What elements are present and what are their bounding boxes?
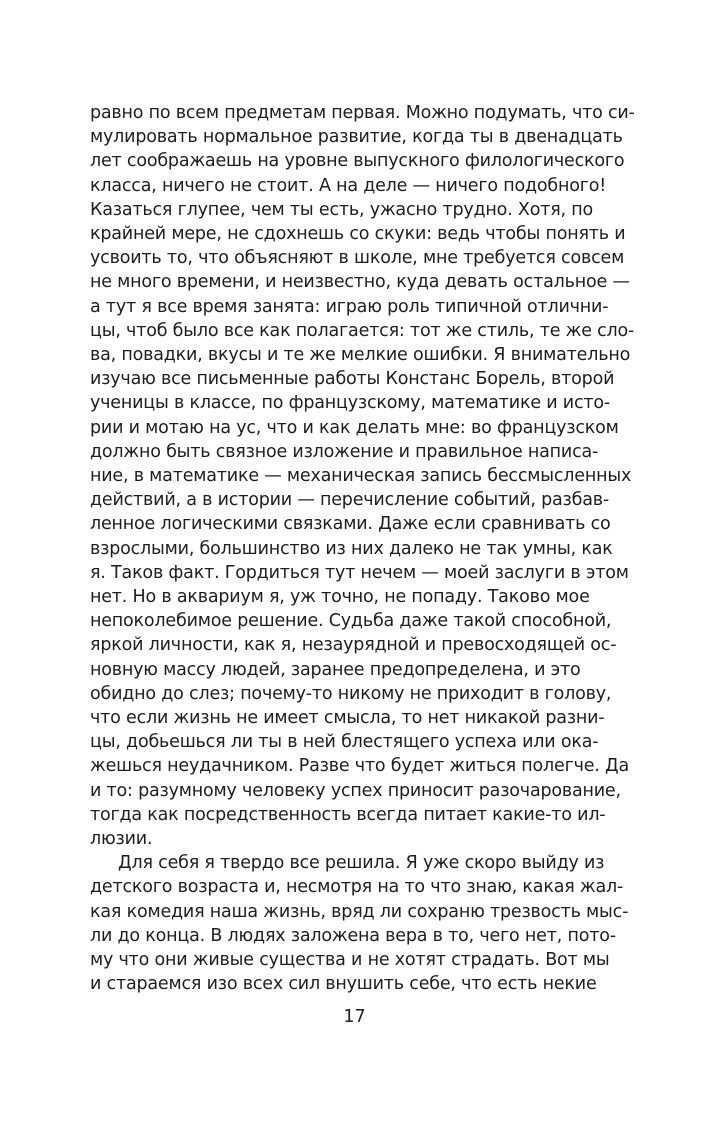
text-line: лет соображаешь на уровне выпускного филологического [90, 151, 625, 172]
text-line: обидно до слез; почему-то никому не приходит в голову, [90, 683, 612, 704]
text-line: новную массу людей, заранее предопределена, и это [90, 659, 581, 680]
text-line: и то: разумному человеку успех приносит разочарование, [90, 780, 621, 801]
text-line: должно быть связное изложение и правильное написа- [90, 441, 599, 462]
text-line: ние, в математике — механическая запись бессмысленных [90, 466, 632, 486]
text-line: цы, добьешься ли ты в ней блестящего успеха или ока- [90, 732, 599, 753]
text-line: яркой личности, как я, незаурядной и превосходящей ос- [90, 635, 617, 656]
text-line: мулировать нормальное развитие, когда ты в двенадцать [90, 127, 623, 148]
text-line: детского возраста и, несмотря на то что знаю, какая жал- [90, 877, 624, 898]
text-line: класса, ничего не стоит. А на деле — ничего подобного! [90, 175, 607, 196]
text-line: действий, а в истории — перечисление событий, разбав- [90, 490, 609, 511]
text-line: взрослыми, большинство из них далеко не так умны, как [90, 538, 613, 559]
text-line: нет. Но в аквариум я, уж точно, не попаду. Таково мое [90, 587, 590, 607]
text-line: изучаю все письменные работы Констанс Борель, второй [90, 369, 615, 390]
text-line: а тут я все время занята: играю роль типичной отлични- [90, 296, 609, 317]
text-line: ученицы в классе, по французскому, математике и исто- [90, 393, 610, 414]
text-line: равно по всем предметам первая. Можно подумать, что си- [90, 103, 635, 123]
text-line: рии и мотаю на ус, что и как делать мне: во французском [90, 417, 619, 438]
text-line: люзии. [90, 829, 153, 849]
text-line: ли до конца. В людях заложена вера в то, чего нет, пото- [90, 925, 616, 946]
text-line: жешься неудачником. Разве что будет житься полегче. Да [90, 756, 629, 777]
text-line: Казаться глупее, чем ты есть, ужасно трудно. Хотя, по [90, 199, 594, 220]
text-line: ва, повадки, вкусы и те же мелкие ошибки. Я внимательно [90, 345, 631, 365]
text-line: Для себя я твердо все решила. Я уже скоро выйду из [118, 853, 605, 874]
text-line: я. Таков факт. Гордиться тут нечем — моей заслуги в этом [90, 562, 629, 583]
text-line: что если жизнь не имеет смысла, то нет никакой разни- [90, 708, 605, 728]
page-number: 17 [343, 1007, 366, 1027]
text-line: кая комедия наша жизнь, вряд ли сохраню трезвость мыс- [90, 901, 629, 922]
text-line: тогда как посредственность всегда питает какие-то ил- [90, 804, 606, 825]
text-line: непоколебимое решение. Судьба даже такой способной, [90, 611, 612, 632]
text-line: цы, чтоб было все как полагается: тот же стиль, те же сло- [90, 320, 635, 341]
text-line: крайней мере, не сдохнешь со скуки: ведь чтобы понять и [90, 224, 626, 244]
text-line: усвоить то, что объясняют в школе, мне требуется совсем [90, 248, 625, 269]
text-line: му что они живые существа и не хотят страдать. Вот мы [90, 950, 610, 970]
text-line: ленное логическими связками. Даже если сравнивать со [90, 514, 611, 535]
text-line: и стараемся изо всех сил внушить себе, что есть некие [90, 974, 597, 995]
text-line: не много времени, и неизвестно, куда девать остальное — [90, 272, 630, 293]
